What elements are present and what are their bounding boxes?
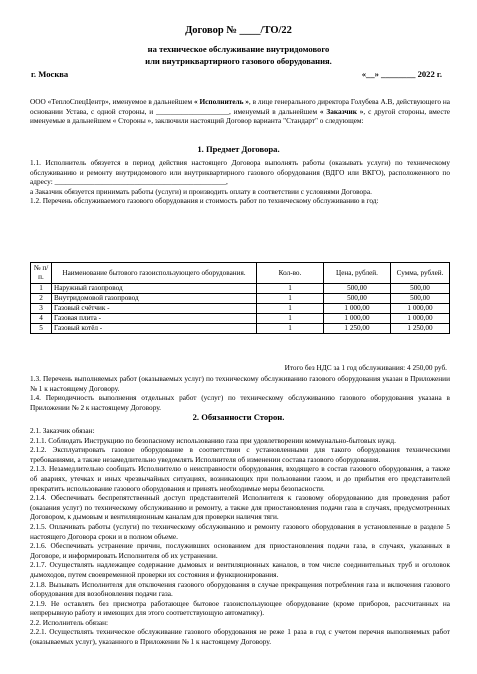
cell-name: Газовый счётчик - [52, 304, 257, 314]
section-1-tail [30, 374, 450, 412]
subtitle-line-2: или внутриквартирного газового оборудования. [145, 55, 332, 66]
document-subtitle [0, 44, 477, 67]
clause-2-1-5: 2.1.5. Оплачивать работы (услуги) по техническому обслуживанию и ремонту газового оборудования в установленные в разделе 5 настоящего Договора сроки и в полном объеме. [30, 521, 450, 541]
preamble-part2: , в лице генерального директора Голубева А.В, действующего на основании Устава, с одной стороны, и ____________________, именуемый в дальнейшем [30, 97, 450, 116]
clause-2-2: 2.2. Исполнитель обязан: [30, 617, 108, 627]
section-1-body [30, 158, 450, 206]
cell-sum: 1 250,00 [391, 324, 450, 334]
clause-1-2: 1.2. Перечень обслуживаемого газового оборудования и стоимость работ по техническому обслуживанию в год: [30, 196, 379, 206]
customer-term: « Заказчик » [319, 106, 364, 116]
clause-1-3: 1.3. Перечень выполняемых работ (оказываемых услуг) по техническому обслуживанию газового оборудования указан в Приложении № 1 к настоящему Договору. [30, 374, 450, 393]
cell-price: 1 000,00 [324, 304, 391, 314]
cell-number: 1 [31, 284, 52, 294]
clause-2-1-7: 2.1.7. Осуществлять надлежащее содержание дымовых и вентиляционных каналов, в том числе соединительных труб и оголовок дымоходов, путем своевременной проверки их состояния и функционирования. [30, 560, 450, 579]
total-sum: Итого без НДС за 1 год обслуживания: 4 250,00 руб. [284, 363, 447, 372]
cell-sum: 1 000,00 [391, 314, 450, 324]
table-row [31, 294, 450, 304]
clause-2-1-1: 2.1.1. Соблюдать Инструкцию по безопасному использованию газа при удовлетворении коммунально-бытовых нужд. [30, 435, 396, 445]
table-row [31, 284, 450, 294]
cell-quantity: 1 [257, 294, 324, 304]
cell-number: 2 [31, 294, 52, 304]
clause-2-1-2: 2.1.2. Эксплуатировать газовое оборудование в соответствии с установленными для такого оборудования техническими требованиями, а также незамедлительно уведомлять Исполнителя об изменении состава газового оборудования. [30, 445, 450, 464]
col-number: № п/п. [31, 263, 52, 284]
cell-price: 500,00 [324, 294, 391, 304]
clause-2-2-1: 2.2.1. Осуществлять техническое обслуживание газового оборудования не реже 1 раза в год с учетом перечня выполняемых работ (оказываемых услуг), указанного в Приложении № 1 к настоящему Договору. [30, 627, 450, 647]
cell-sum: 1 000,00 [391, 304, 450, 314]
cell-name: Наружный газопровод [52, 284, 257, 294]
clause-1-1-cont: а Заказчик обязуется принимать работы (услуги) и производить оплату в соответствии с условиями Договора. [30, 186, 372, 196]
cell-quantity: 1 [257, 284, 324, 294]
clause-1-1: 1.1. Исполнитель обязуется в период действия настоящего Договора выполнять работы (оказывать услуги) по техническому обслуживанию и ремонту внутридомового или внутриквартирного газового оборудования (ВДГО или ВКГО), расположенного по адресу: _______________________________________________, [30, 158, 450, 187]
cell-quantity: 1 [257, 304, 324, 314]
section-1-heading: 1. Предмет Договора. [197, 144, 280, 154]
document-title: Договор № ____/ТО/22 [185, 25, 292, 36]
col-quantity: Кол-во. [257, 263, 324, 284]
col-sum: Сумма, рублей. [391, 263, 450, 284]
table-header-row [31, 263, 450, 284]
preamble [30, 97, 450, 126]
section-2-body [30, 426, 450, 647]
equipment-table [30, 262, 450, 334]
clause-2-1-4: 2.1.4. Обеспечивать беспрепятственный доступ представителей Исполнителя к газовому оборудованию для проведения работ (оказания услуг) по техническому обслуживанию и ремонту, а также для приостановления подачи газа в случаях, предусмотренных Договором, к дымовым и вентиляционным каналам для проверки наличия тяги. [30, 493, 450, 522]
cell-quantity: 1 [257, 324, 324, 334]
cell-price: 500,00 [324, 284, 391, 294]
executor-term: « Исполнитель » [194, 97, 249, 106]
cell-price: 1 000,00 [324, 314, 391, 324]
cell-number: 3 [31, 304, 52, 314]
clause-2-1: 2.1. Заказчик обязан: [30, 426, 95, 435]
subtitle-line-1: на техническое обслуживание внутридомового [147, 44, 330, 54]
cell-quantity: 1 [257, 314, 324, 324]
table-row [31, 324, 450, 334]
clause-2-1-8: 2.1.8. Вызывать Исполнителя для отключения газового оборудования в случае прекращения потребления газа и включения газового оборудования для возобновления подачи газа. [30, 579, 450, 599]
date-field: «__» ________ 2022 г. [361, 69, 442, 79]
cell-sum: 500,00 [391, 294, 450, 304]
preamble-part1: ООО «ТеплоСпецЦентр», именуемое в дальнейшем [30, 97, 194, 106]
cell-sum: 500,00 [391, 284, 450, 294]
cell-number: 4 [31, 314, 52, 324]
cell-price: 1 250,00 [324, 324, 391, 334]
col-price: Цена, рублей. [324, 263, 391, 284]
clause-2-1-3: 2.1.3. Незамедлительно сообщать Исполнителю о неисправности оборудования, входящего в состав газового оборудования, а также об авариях, утечках и иных чрезвычайных ситуациях, возникающих при пользовании газом, и до прибытия его представителей прекратить использование газового оборудования и принять необходимые меры безопасности. [30, 464, 450, 493]
cell-name: Газовая плита - [52, 314, 257, 324]
clause-2-1-6: 2.1.6. Обеспечивать устранение причин, послуживших основанием для приостановления подачи газа, в случаях, указанных в Договоре, и информировать Исполнителя об их устранении. [30, 541, 450, 560]
cell-name: Газовый котёл - [52, 324, 257, 334]
table-row [31, 304, 450, 314]
city-label: г. Москва [31, 69, 69, 79]
clause-2-1-9: 2.1.9. Не оставлять без присмотра работающее бытовое газоиспользующее оборудование (кроме приборов, рассчитанных на непрерывную работу и имеющих для этого соответствующую автоматику). [30, 598, 450, 618]
clause-1-4: 1.4. Периодичность выполнения отдельных работ (услуг) по техническому обслуживанию газового оборудования указана в Приложении № 2 к настоящему Договору. [30, 393, 450, 412]
cell-number: 5 [31, 324, 52, 334]
preamble-paragraph [30, 97, 450, 126]
preamble-part3: , с другой стороны, вместе именуемые в дальнейшем « Стороны », заключили настоящий Договор варианта "Стандарт" о следующем: [30, 106, 450, 126]
table-row [31, 314, 450, 324]
section-2-heading: 2. Обязанности Сторон. [192, 412, 285, 422]
cell-name: Внутридомовой газопровод [52, 294, 257, 304]
col-name: Наименование бытового газоиспользующего оборудования. [52, 263, 257, 284]
